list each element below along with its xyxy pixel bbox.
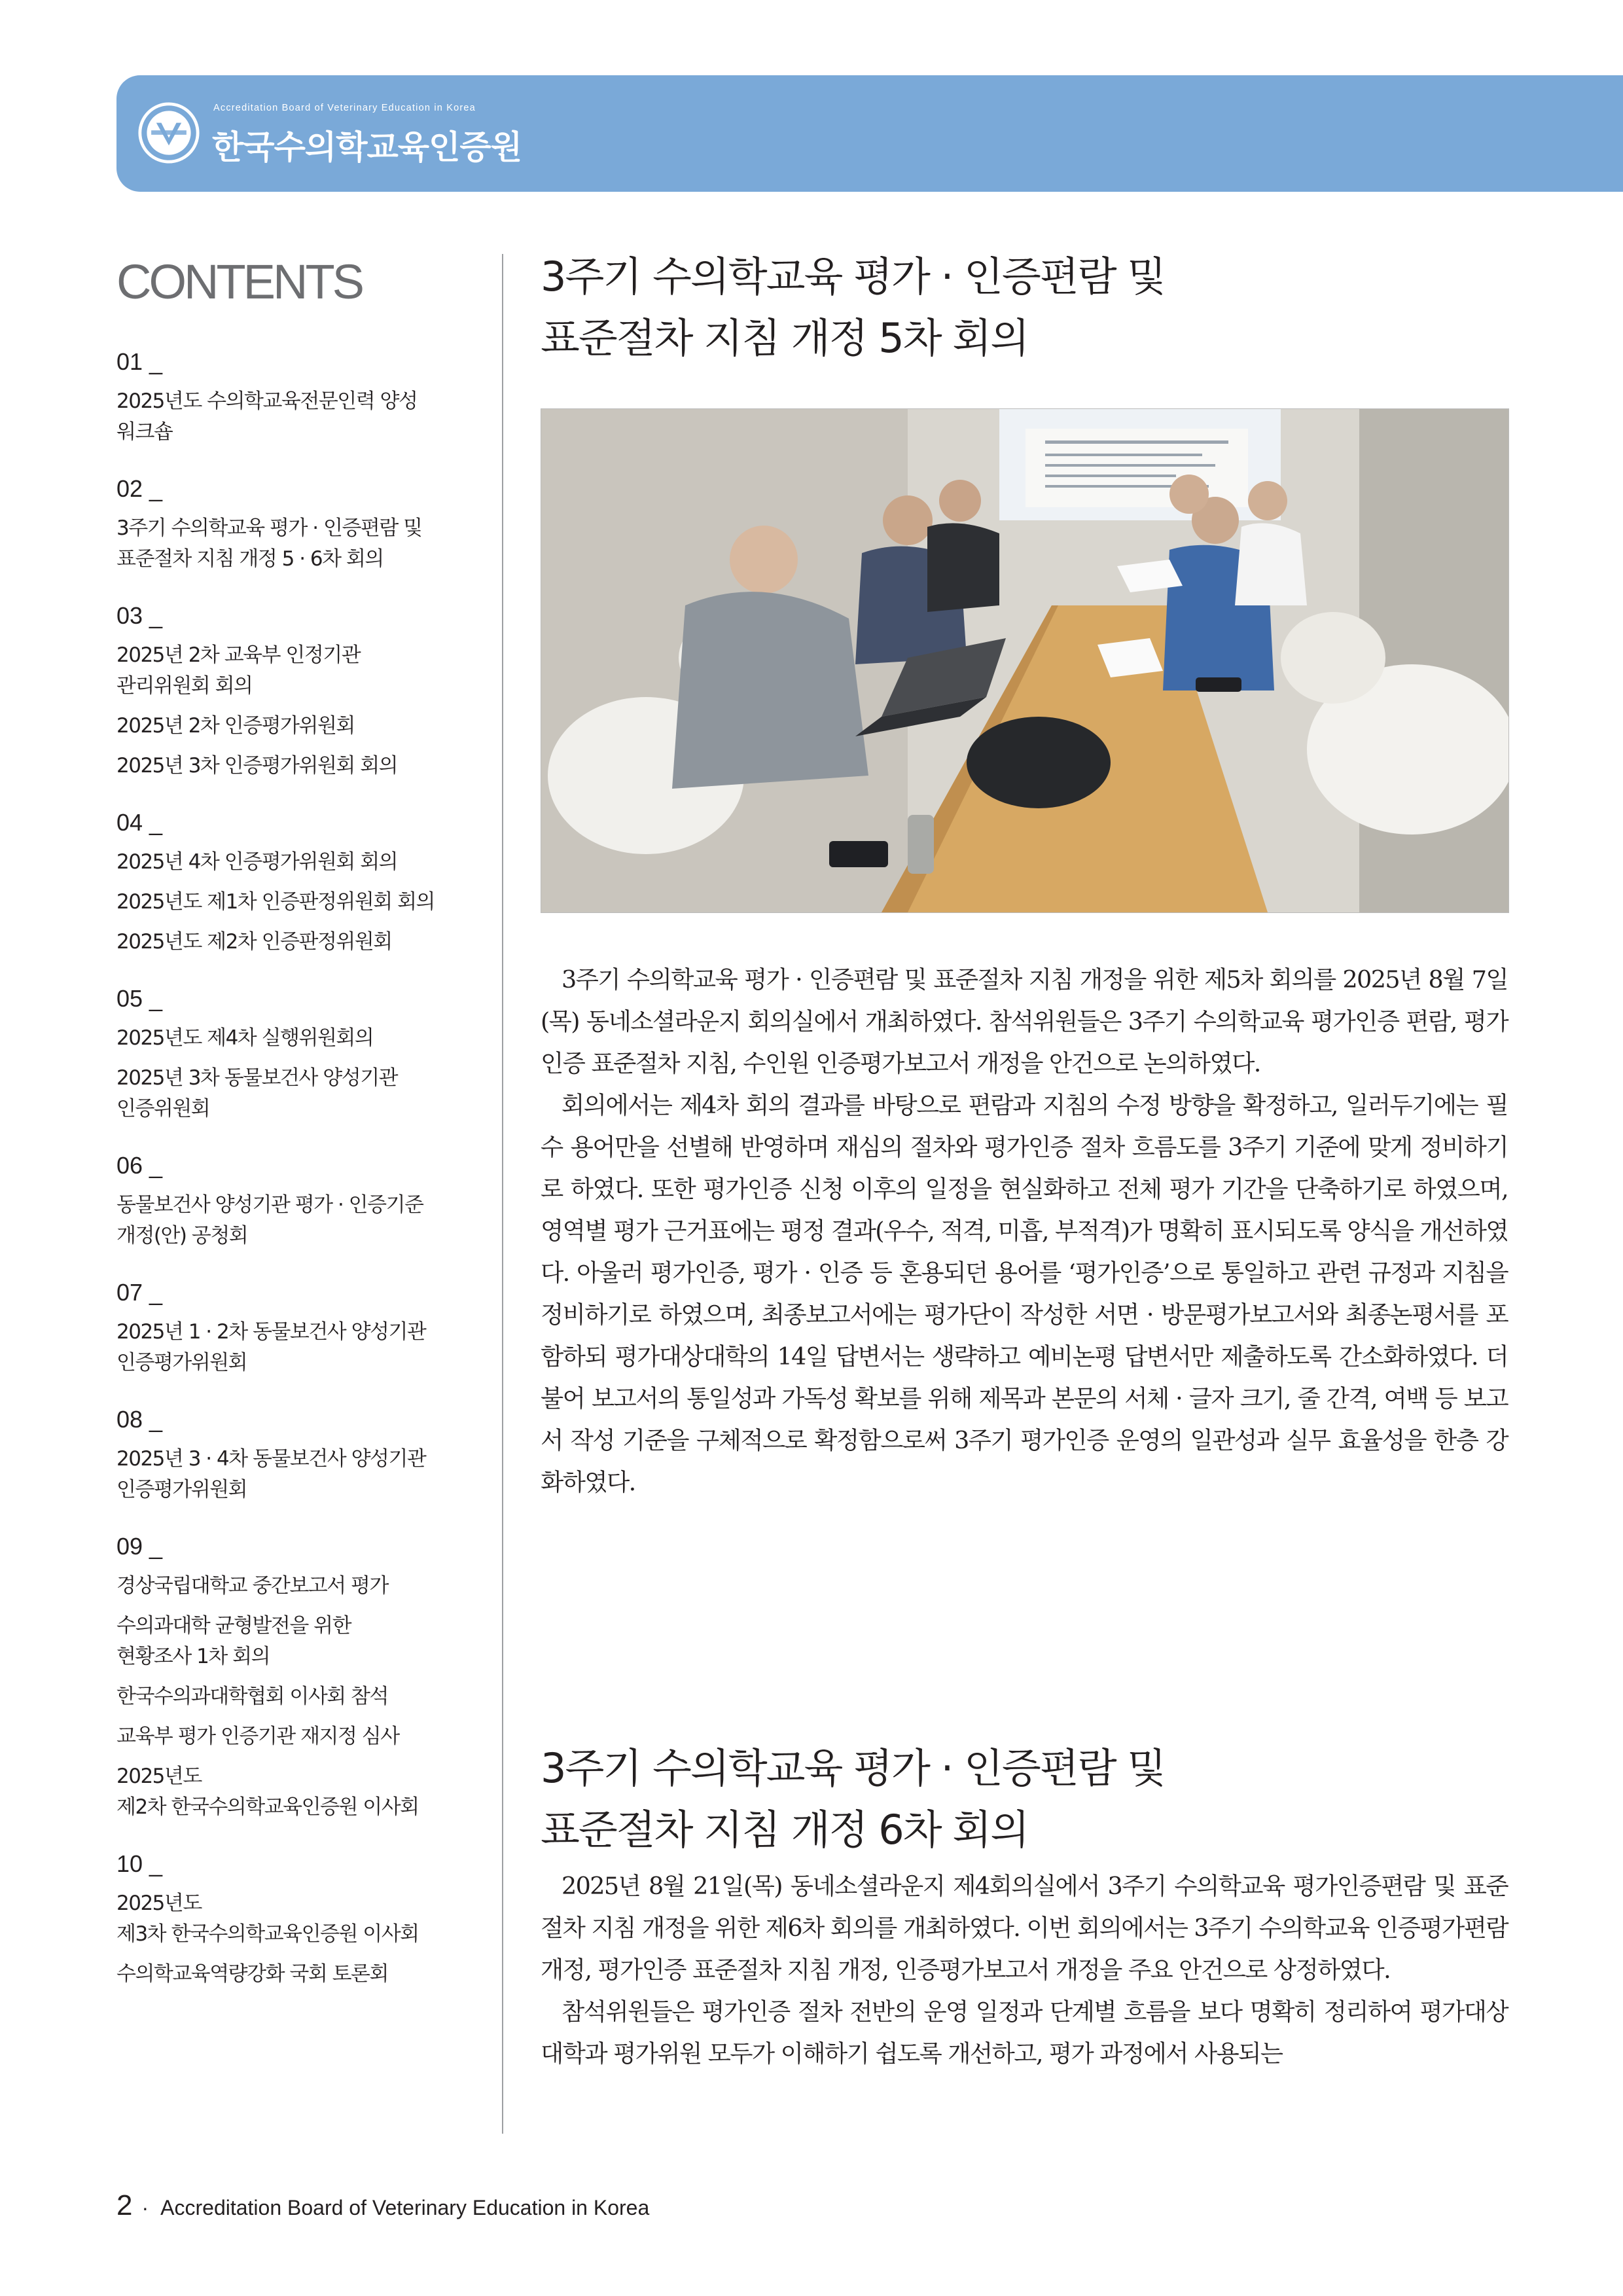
toc-entry[interactable]: 3주기 수의학교육 평가 · 인증편람 및 표준절차 지침 개정 5 · 6차 회의 (116, 516, 422, 571)
article-1-body (541, 959, 1508, 1503)
body-paragraph: 2025년 8월 21일(목) 동네소셜라운지 제4회의실에서 3주기 수의학교육 평가인증편람 및 표준절차 지침 개정을 위한 제6차 회의를 개최하였다. 이번 회의에서는 3주기 수의학교육 인증평가편람 개정, 평가인증 표준절차 지침 개정, 인증평가보고서 개정을 주요 안건으로 상정하였다. (541, 1872, 1508, 1984)
meeting-photo (541, 408, 1509, 913)
org-name: 한국수의학교육인증원 (212, 128, 522, 166)
page-footer (116, 2189, 649, 2222)
toc-entry[interactable]: 2025년 3 · 4차 동물보건사 양성기관 인증평가위원회 (116, 1447, 426, 1501)
body-paragraph: 3주기 수의학교육 평가 · 인증편람 및 표준절차 지침 개정을 위한 제5차 회의를 2025년 8월 7일(목) 동네소셜라운지 회의실에서 개최하였다. 참석위원들은 3주기 수의학교육 평가인증 편람, 평가인증 표준절차 지침, 수인원 인증평가보고서 개정을 안건으로 논의하였다. (541, 965, 1508, 1077)
toc-section (116, 1849, 496, 1990)
toc-entry[interactable]: 2025년도 제1차 인증판정위원회 회의 (116, 890, 435, 914)
org-subtitle: Accreditation Board of Veterinary Education in Korea (213, 103, 476, 113)
body-paragraph: 참석위원들은 평가인증 절차 전반의 운영 일정과 단계별 흐름을 보다 명확히 정리하여 평가대상대학과 평가위원 모두가 이해하기 쉽도록 개선하고, 평가 과정에서 사용되는 (541, 1998, 1508, 2068)
toc-entry[interactable]: 2025년도 제4차 실행위원회의 (116, 1026, 374, 1050)
footer-separator: · (141, 2196, 149, 2219)
toc-section (116, 984, 496, 1124)
toc-section (116, 601, 496, 781)
meeting-photo-illustration (541, 409, 1508, 912)
toc-section (116, 1405, 496, 1505)
toc-section-number: 06 _ (116, 1152, 163, 1179)
article-2-body (541, 1865, 1508, 2075)
toc-entry[interactable]: 경상국립대학교 중간보고서 평가 (116, 1574, 388, 1598)
toc-entry[interactable]: 2025년도 수의학교육전문인력 양성 워크숍 (116, 389, 418, 444)
toc-section-number: 02 _ (116, 475, 163, 502)
article-2-title-block (541, 1738, 1508, 1861)
toc-section (116, 1151, 496, 1251)
toc-entry[interactable]: 2025년도 제2차 인증판정위원회 (116, 930, 392, 954)
body-paragraph: 회의에서는 제4차 회의 결과를 바탕으로 편람과 지침의 수정 방향을 확정하고, 일러두기에는 필수 용어만을 선별해 반영하며 재심의 절차와 평가인증 절차 흐름도를 3주기 기준에 맞게 정비하기로 하였다. 또한 평가인증 신청 이후의 일정을 현실화하고 전체 평가 기간을 단축하기로 하였으며, 영역별 평가 근거표에는 평정 결과(우수, 적격, 미흡, 부적격)가 명확히 표시되도록 양식을 개선하였다. 아울러 평가인증, 평가 · 인증 등 혼용되던 용어를 ‘평가인증’으로 통일하고 관련 규정과 지침을 정비하기로 하였으며, 최종보고서에는 평가단이 작성한 서면 · 방문평가보고서와 최종논평서를 포함하되 평가대상대학의 14일 답변서는 생략하고 예비논평 답변서만 제출하도록 간소화하였다. 더불어 보고서의 통일성과 가독성 확보를 위해 제목과 본문의 서체 · 글자 크기, 줄 간격, 여백 등 보고서 작성 기준을 구체적으로 확정함으로써 3주기 평가인증 운영의 일관성과 실무 효율성을 한층 강화하였다. (541, 1091, 1508, 1496)
toc-section (116, 347, 496, 448)
toc-entry[interactable]: 2025년도 제3차 한국수의학교육인증원 이사회 (116, 1892, 419, 1946)
toc-entry[interactable]: 2025년 3차 인증평가위원회 회의 (116, 754, 398, 778)
toc-entry[interactable]: 교육부 평가 인증기관 재지정 심사 (116, 1725, 399, 1748)
article-1-title: 3주기 수의학교육 평가 · 인증편람 및 표준절차 지침 개정 5차 회의 (541, 253, 1166, 362)
toc-section (116, 808, 496, 958)
page-number: 2 (116, 2189, 133, 2221)
toc-section-number: 03 _ (116, 602, 163, 629)
toc-section-number: 05 _ (116, 985, 163, 1012)
toc-entry[interactable]: 한국수의과대학협회 이사회 참석 (116, 1685, 388, 1708)
article-2-title: 3주기 수의학교육 평가 · 인증편람 및 표준절차 지침 개정 6차 회의 (541, 1744, 1166, 1854)
toc-entry[interactable]: 동물보건사 양성기관 평가 · 인증기준 개정(안) 공청회 (116, 1193, 423, 1247)
toc-section (116, 474, 496, 575)
toc-entry[interactable]: 2025년 4차 인증평가위원회 회의 (116, 850, 398, 874)
toc-entry[interactable]: 2025년 1 · 2차 동물보건사 양성기관 인증평가위원회 (116, 1320, 426, 1374)
footer-org: Accreditation Board of Veterinary Education in Korea (160, 2196, 650, 2219)
toc-section-number: 04 _ (116, 809, 163, 836)
toc-section-number: 08 _ (116, 1406, 163, 1433)
toc-entry[interactable]: 2025년 3차 동물보건사 양성기관 인증위원회 (116, 1066, 398, 1121)
column-divider (502, 254, 503, 2134)
toc-entry[interactable]: 2025년도 제2차 한국수의학교육인증원 이사회 (116, 1765, 419, 1819)
logo-icon (137, 101, 200, 164)
toc-section-number: 07 _ (116, 1279, 163, 1306)
toc-entry[interactable]: 수의과대학 균형발전을 위한 현황조사 1차 회의 (116, 1614, 351, 1668)
toc-entry[interactable]: 2025년 2차 교육부 인정기관 관리위원회 회의 (116, 643, 361, 698)
header-band (116, 75, 1623, 192)
toc-entry[interactable]: 수의학교육역량강화 국회 토론회 (116, 1962, 388, 1986)
article-1-title-block (541, 246, 1508, 369)
toc-section (116, 1532, 496, 1823)
toc-entry[interactable]: 2025년 2차 인증평가위원회 (116, 714, 355, 738)
table-of-contents (116, 347, 496, 2016)
toc-section-number: 01 _ (116, 348, 163, 375)
contents-title: CONTENTS (116, 255, 362, 309)
toc-section (116, 1278, 496, 1378)
toc-section-number: 09 _ (116, 1533, 163, 1560)
toc-section-number: 10 _ (116, 1850, 163, 1877)
